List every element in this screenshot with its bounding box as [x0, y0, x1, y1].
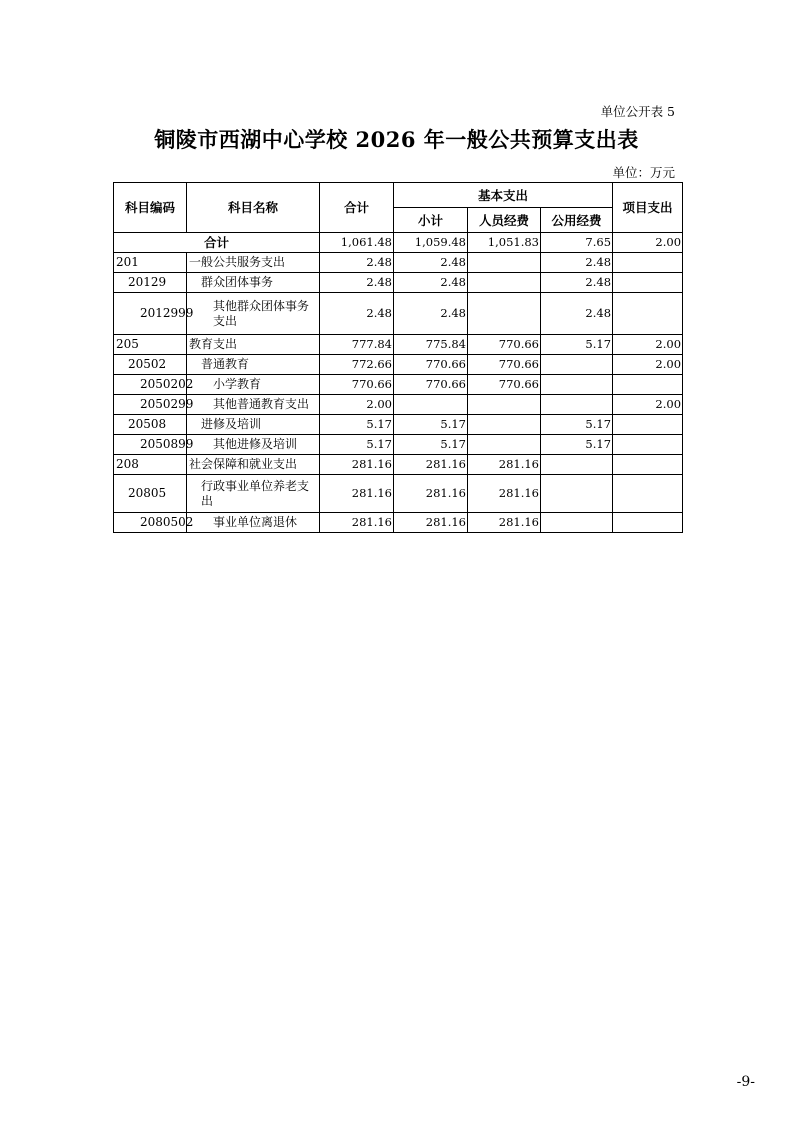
cell-subtotal: 1,059.48	[394, 233, 468, 253]
table-row	[114, 273, 683, 293]
cell-code: 2050299	[114, 395, 187, 415]
cell-project: 2.00	[613, 335, 683, 355]
cell-name: 事业单位离退休	[187, 513, 320, 533]
cell-total: 777.84	[320, 335, 394, 355]
table-label: 单位公开表 5	[600, 104, 675, 119]
cell-name: 小学教育	[187, 375, 320, 395]
cell-public	[541, 375, 613, 395]
table-row	[114, 293, 683, 335]
cell-code: 2050899	[114, 435, 187, 455]
cell-personnel	[468, 395, 541, 415]
cell-code: 201	[114, 253, 187, 273]
cell-public: 5.17	[541, 415, 613, 435]
table-row	[114, 475, 683, 513]
col-header-basic: 基本支出	[394, 183, 613, 208]
cell-total: 2.48	[320, 293, 394, 335]
cell-code: 2080502	[114, 513, 187, 533]
col-header-name: 科目名称	[187, 183, 320, 233]
cell-project	[613, 293, 683, 335]
cell-public: 5.17	[541, 335, 613, 355]
cell-code: 205	[114, 335, 187, 355]
cell-public: 2.48	[541, 253, 613, 273]
cell-public: 2.48	[541, 293, 613, 335]
cell-code: 20508	[114, 415, 187, 435]
cell-total: 770.66	[320, 375, 394, 395]
cell-personnel	[468, 273, 541, 293]
cell-total: 281.16	[320, 475, 394, 513]
cell-total: 5.17	[320, 415, 394, 435]
page-title: 铜陵市西湖中心学校 2026 年一般公共预算支出表	[154, 127, 639, 152]
cell-total: 281.16	[320, 455, 394, 475]
cell-project	[613, 475, 683, 513]
table-row	[114, 355, 683, 375]
cell-total: 2.48	[320, 273, 394, 293]
cell-name: 进修及培训	[187, 415, 320, 435]
cell-name: 其他群众团体事务支出	[187, 293, 320, 335]
cell-personnel	[468, 415, 541, 435]
cell-project	[613, 435, 683, 455]
cell-public	[541, 475, 613, 513]
cell-public: 2.48	[541, 273, 613, 293]
cell-subtotal: 770.66	[394, 355, 468, 375]
cell-project: 2.00	[613, 395, 683, 415]
col-header-personnel: 人员经费	[468, 208, 541, 233]
cell-name: 一般公共服务支出	[187, 253, 320, 273]
unit-label: 单位：万元	[612, 165, 675, 180]
cell-total: 1,061.48	[320, 233, 394, 253]
total-row-label: 合计	[114, 233, 320, 253]
cell-subtotal: 5.17	[394, 435, 468, 455]
cell-total: 2.48	[320, 253, 394, 273]
col-header-subtotal: 小计	[394, 208, 468, 233]
cell-project	[613, 253, 683, 273]
cell-name: 其他普通教育支出	[187, 395, 320, 415]
cell-subtotal: 2.48	[394, 273, 468, 293]
cell-subtotal: 281.16	[394, 513, 468, 533]
cell-subtotal: 770.66	[394, 375, 468, 395]
cell-project	[613, 273, 683, 293]
cell-total: 5.17	[320, 435, 394, 455]
cell-public	[541, 395, 613, 415]
cell-name: 教育支出	[187, 335, 320, 355]
cell-subtotal	[394, 395, 468, 415]
cell-code: 20502	[114, 355, 187, 375]
cell-subtotal: 281.16	[394, 455, 468, 475]
cell-project: 2.00	[613, 233, 683, 253]
total-row	[114, 233, 683, 253]
cell-total: 281.16	[320, 513, 394, 533]
cell-name: 普通教育	[187, 355, 320, 375]
cell-personnel: 281.16	[468, 475, 541, 513]
cell-public	[541, 355, 613, 375]
cell-personnel: 1,051.83	[468, 233, 541, 253]
cell-project	[613, 455, 683, 475]
cell-subtotal: 281.16	[394, 475, 468, 513]
table-row	[114, 395, 683, 415]
col-header-project: 项目支出	[613, 183, 683, 233]
cell-code: 20805	[114, 475, 187, 513]
cell-subtotal: 2.48	[394, 293, 468, 335]
cell-total: 772.66	[320, 355, 394, 375]
col-header-total: 合计	[320, 183, 394, 233]
cell-personnel: 281.16	[468, 513, 541, 533]
page-number: -9-	[736, 1074, 755, 1090]
cell-subtotal: 775.84	[394, 335, 468, 355]
table-row	[114, 335, 683, 355]
table-row	[114, 435, 683, 455]
cell-name: 行政事业单位养老支出	[187, 475, 320, 513]
cell-project	[613, 375, 683, 395]
cell-name: 社会保障和就业支出	[187, 455, 320, 475]
cell-code: 20129	[114, 273, 187, 293]
table-row	[114, 253, 683, 273]
cell-public: 7.65	[541, 233, 613, 253]
table-row	[114, 455, 683, 475]
col-header-code: 科目编码	[114, 183, 187, 233]
table-row	[114, 375, 683, 395]
cell-personnel: 770.66	[468, 335, 541, 355]
budget-table	[113, 182, 683, 533]
cell-code: 2050202	[114, 375, 187, 395]
cell-public	[541, 513, 613, 533]
table-row	[114, 415, 683, 435]
cell-personnel	[468, 293, 541, 335]
cell-code: 2012999	[114, 293, 187, 335]
cell-subtotal: 2.48	[394, 253, 468, 273]
cell-public	[541, 455, 613, 475]
cell-personnel	[468, 253, 541, 273]
cell-project	[613, 415, 683, 435]
cell-subtotal: 5.17	[394, 415, 468, 435]
cell-personnel: 281.16	[468, 455, 541, 475]
cell-name: 其他进修及培训	[187, 435, 320, 455]
cell-project: 2.00	[613, 355, 683, 375]
cell-code: 208	[114, 455, 187, 475]
cell-total: 2.00	[320, 395, 394, 415]
cell-personnel: 770.66	[468, 355, 541, 375]
cell-name: 群众团体事务	[187, 273, 320, 293]
cell-personnel	[468, 435, 541, 455]
cell-project	[613, 513, 683, 533]
cell-personnel: 770.66	[468, 375, 541, 395]
col-header-public: 公用经费	[541, 208, 613, 233]
cell-public: 5.17	[541, 435, 613, 455]
table-row	[114, 513, 683, 533]
